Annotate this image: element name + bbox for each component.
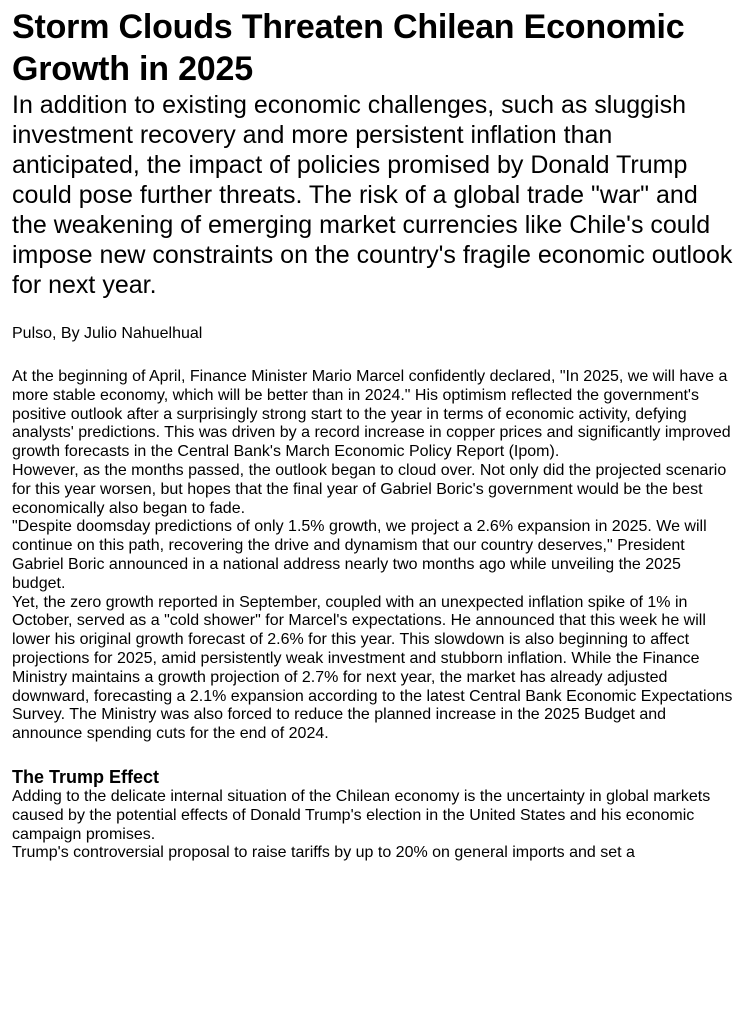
paragraph: "Despite doomsday predictions of only 1.5% growth, we project a 2.6% expansion in 2025. We will continue on this path, recovering the drive and dynamism that our country deserves," President Gabriel Boric announced in a national address nearly two months ago while unveiling the 2025 budget. bbox=[12, 518, 707, 592]
section-heading: The Trump Effect bbox=[12, 766, 160, 787]
article-body bbox=[12, 368, 738, 863]
paragraph: Yet, the zero growth reported in September, coupled with an unexpected inflation spike of 1% in October, served as a "cold shower" for Marcel's expectations. He announced that this week he will lower his original growth forecast of 2.6% for this year. This slowdown is also beginning to affect projections for 2025, amid persistently weak investment and stubborn inflation. While the Finance Ministry maintains a growth projection of 2.7% for next year, the market has already adjusted downward, forecasting a 2.1% expansion according to the latest Central Bank Economic Expectations Survey. The Ministry was also forced to reduce the planned increase in the 2025 Budget and announce spending cuts for the end of 2024. bbox=[12, 593, 733, 743]
subheadline: In addition to existing economic challenges, such as sluggish investment recovery and more persistent inflation than anticipated, the impact of policies promised by Donald Trump could pose further threats. The risk of a global trade "war" and the weakening of emerging market currencies like Chile's could impose new constraints on the country's fragile economic outlook for next year. bbox=[12, 91, 733, 299]
paragraph: Adding to the delicate internal situation of the Chilean economy is the uncertainty in global markets caused by the potential effects of Donald Trump's election in the United States and his economic campaign promises. bbox=[12, 787, 711, 843]
paragraph: At the beginning of April, Finance Minister Mario Marcel confidently declared, "In 2025, we will have a more stable economy, which will be better than in 2024." His optimism reflected the government's positive outlook after a surprisingly strong start to the year in terms of economic activity, defying analysts' predictions. This was driven by a record increase in copper prices and significantly improved growth forecasts in the Central Bank's March Economic Policy Report (Ipom). bbox=[12, 368, 731, 461]
paragraph: However, as the months passed, the outlook began to cloud over. Not only did the projected scenario for this year worsen, but hopes that the final year of Gabriel Boric's government would be the best economically also began to fade. bbox=[12, 461, 727, 517]
headline: Storm Clouds Threaten Chilean Economic Growth in 2025 bbox=[12, 8, 685, 88]
paragraph: Trump's controversial proposal to raise tariffs by up to 20% on general imports and set a bbox=[12, 844, 635, 862]
byline: Pulso, By Julio Nahuelhual bbox=[12, 325, 203, 342]
